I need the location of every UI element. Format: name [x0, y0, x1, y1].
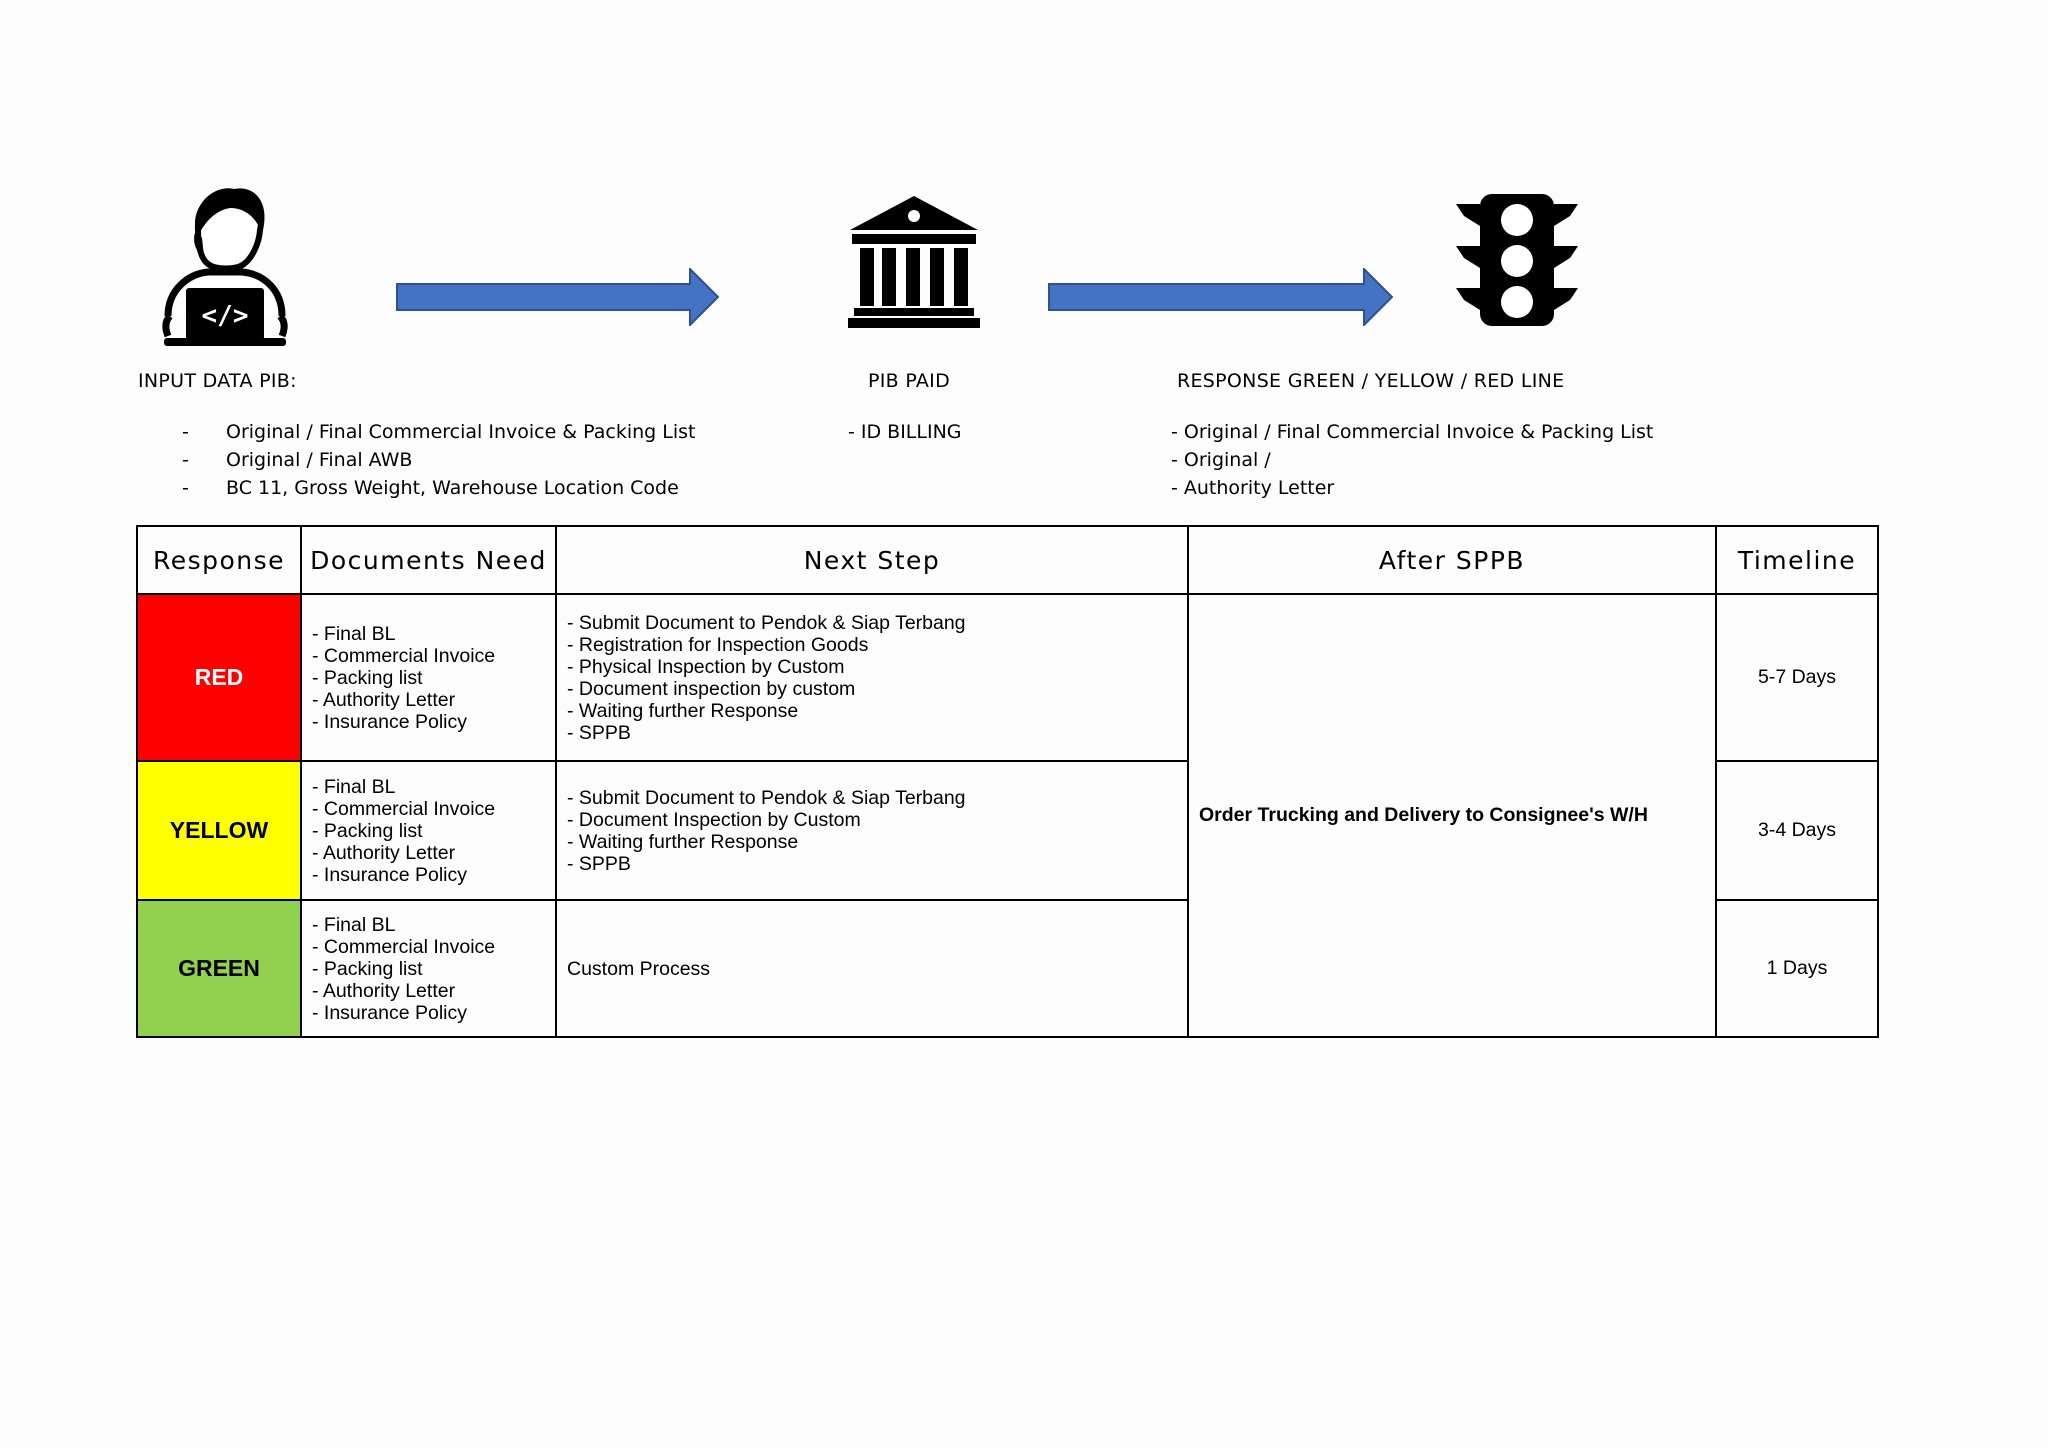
list-item: - Original / Final Commercial Invoice & Packing List	[1171, 421, 1654, 443]
step-caption-input: INPUT DATA PIB:	[138, 370, 297, 392]
list-item: - SPPB	[567, 852, 631, 875]
header-next-step: Next Step	[556, 526, 1188, 594]
next-step-cell	[556, 900, 1188, 1037]
after-sppb-cell: Order Trucking and Delivery to Consignee's W/H	[1188, 594, 1716, 1037]
next-step-cell	[556, 761, 1188, 900]
list-item: - Authority Letter	[312, 841, 456, 864]
list-item: - Document Inspection by Custom	[567, 808, 861, 831]
response-red-cell: RED	[137, 594, 301, 761]
flow-arrow-2	[1048, 268, 1394, 326]
table-header-row	[137, 526, 1878, 594]
documents-cell	[301, 900, 556, 1037]
list-item: - Authority Letter	[312, 979, 456, 1002]
list-item: - Original / Final Commercial Invoice & Packing List	[182, 418, 696, 446]
bank-building-icon	[846, 194, 982, 328]
list-item: - Original / Final AWB	[182, 446, 696, 474]
documents-cell	[301, 761, 556, 900]
header-response: Response	[137, 526, 301, 594]
response-document-list	[1171, 418, 1653, 502]
header-after-sppb: After SPPB	[1188, 526, 1716, 594]
response-table	[136, 525, 1879, 1038]
table-row	[137, 594, 1878, 761]
list-item: - Authority Letter	[1171, 477, 1335, 499]
timeline-cell: 3-4 Days	[1716, 761, 1878, 900]
list-item: - Commercial Invoice	[312, 797, 496, 820]
list-item: - Submit Document to Pendok & Siap Terbang	[567, 786, 966, 809]
list-item: - Waiting further Response	[567, 699, 799, 722]
svg-text:</>: </>	[201, 301, 249, 331]
list-item: - Original /	[1171, 449, 1271, 471]
list-item: - Packing list	[312, 957, 423, 980]
list-item: - Insurance Policy	[312, 1001, 467, 1024]
list-item: - Registration for Inspection Goods	[567, 633, 869, 656]
list-item: - Authority Letter	[312, 688, 456, 711]
list-item: - Final BL	[312, 775, 396, 798]
list-item: - Insurance Policy	[312, 863, 467, 886]
paid-document-list	[848, 418, 962, 446]
next-step-cell	[556, 594, 1188, 761]
flow-arrow-1	[396, 268, 720, 326]
header-timeline: Timeline	[1716, 526, 1878, 594]
list-item: - Waiting further Response	[567, 830, 799, 853]
documents-cell	[301, 594, 556, 761]
list-item: - Packing list	[312, 819, 423, 842]
list-item: - Physical Inspection by Custom	[567, 655, 845, 678]
list-item: - Final BL	[312, 913, 396, 936]
step-caption-paid: PIB PAID	[868, 370, 951, 392]
response-yellow-cell: YELLOW	[137, 761, 301, 900]
list-item: - Commercial Invoice	[312, 935, 496, 958]
list-item: - BC 11, Gross Weight, Warehouse Location Code	[182, 474, 696, 502]
list-item: Custom Process	[567, 957, 711, 980]
developer-laptop-icon	[160, 186, 290, 348]
timeline-cell: 1 Days	[1716, 900, 1878, 1037]
step-caption-response: RESPONSE GREEN / YELLOW / RED LINE	[1177, 370, 1565, 392]
list-item: - ID BILLING	[848, 421, 962, 443]
list-item: - Final BL	[312, 622, 396, 645]
list-item: - Submit Document to Pendok & Siap Terbang	[567, 611, 966, 634]
response-green-cell: GREEN	[137, 900, 301, 1037]
list-item: - Packing list	[312, 666, 423, 689]
list-item: - Commercial Invoice	[312, 644, 496, 667]
list-item: - Insurance Policy	[312, 710, 467, 733]
timeline-cell: 5-7 Days	[1716, 594, 1878, 761]
list-item: - SPPB	[567, 721, 631, 744]
header-documents-need: Documents Need	[301, 526, 556, 594]
list-item: - Document inspection by custom	[567, 677, 856, 700]
traffic-light-icon	[1454, 192, 1580, 328]
input-document-list	[182, 418, 696, 502]
